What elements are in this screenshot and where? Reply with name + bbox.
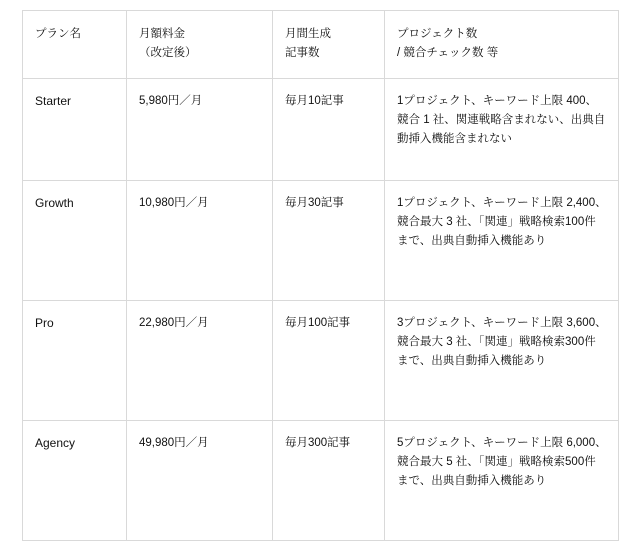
plan-price-cell: 49,980円／月 <box>127 421 273 541</box>
plan-price-cell: 22,980円／月 <box>127 301 273 421</box>
table-row <box>23 421 619 541</box>
plan-detail-cell: 5プロジェクト、キーワード上限 6,000、競合最大 5 社、「関連」戦略検索500件まで、出典自動挿入機能あり <box>385 421 619 541</box>
column-header-projects-competitors-line1: プロジェクト数 <box>397 28 478 40</box>
plan-articles-cell: 毎月10記事 <box>273 79 385 181</box>
plan-name-cell: Agency <box>23 421 127 541</box>
plan-detail-cell: 1プロジェクト、キーワード上限 2,400、競合最大 3 社、「関連」戦略検索100件まで、出典自動挿入機能あり <box>385 181 619 301</box>
plan-detail-cell: 3プロジェクト、キーワード上限 3,600、競合最大 3 社、「関連」戦略検索300件まで、出典自動挿入機能あり <box>385 301 619 421</box>
plan-name-cell: Pro <box>23 301 127 421</box>
plan-articles-cell: 毎月300記事 <box>273 421 385 541</box>
pricing-plan-table <box>22 10 619 541</box>
column-header-monthly-price-line2: （改定後） <box>139 46 197 59</box>
column-header-monthly-articles-line1: 月間生成 <box>285 28 331 40</box>
column-header-monthly-price <box>127 11 273 79</box>
table-row <box>23 79 619 181</box>
plan-name-cell: Growth <box>23 181 127 301</box>
plan-articles-cell: 毎月30記事 <box>273 181 385 301</box>
column-header-monthly-articles <box>273 11 385 79</box>
table-row <box>23 181 619 301</box>
column-header-projects-competitors-line2: / 競合チェック数 等 <box>397 46 499 59</box>
table-row <box>23 301 619 421</box>
plan-detail-cell: 1プロジェクト、キーワード上限 400、競合 1 社、関連戦略含まれない、出典自動挿入機能含まれない <box>385 79 619 181</box>
column-header-plan-name <box>23 11 127 79</box>
column-header-monthly-price-line1: 月額料金 <box>139 28 185 40</box>
column-header-plan-name-line1: プラン名 <box>35 28 81 40</box>
plan-price-cell: 5,980円／月 <box>127 79 273 181</box>
column-header-projects-competitors <box>385 11 619 79</box>
plan-price-cell: 10,980円／月 <box>127 181 273 301</box>
column-header-monthly-articles-line2: 記事数 <box>285 46 320 59</box>
table-header-row <box>23 11 619 79</box>
plan-name-cell: Starter <box>23 79 127 181</box>
plan-articles-cell: 毎月100記事 <box>273 301 385 421</box>
